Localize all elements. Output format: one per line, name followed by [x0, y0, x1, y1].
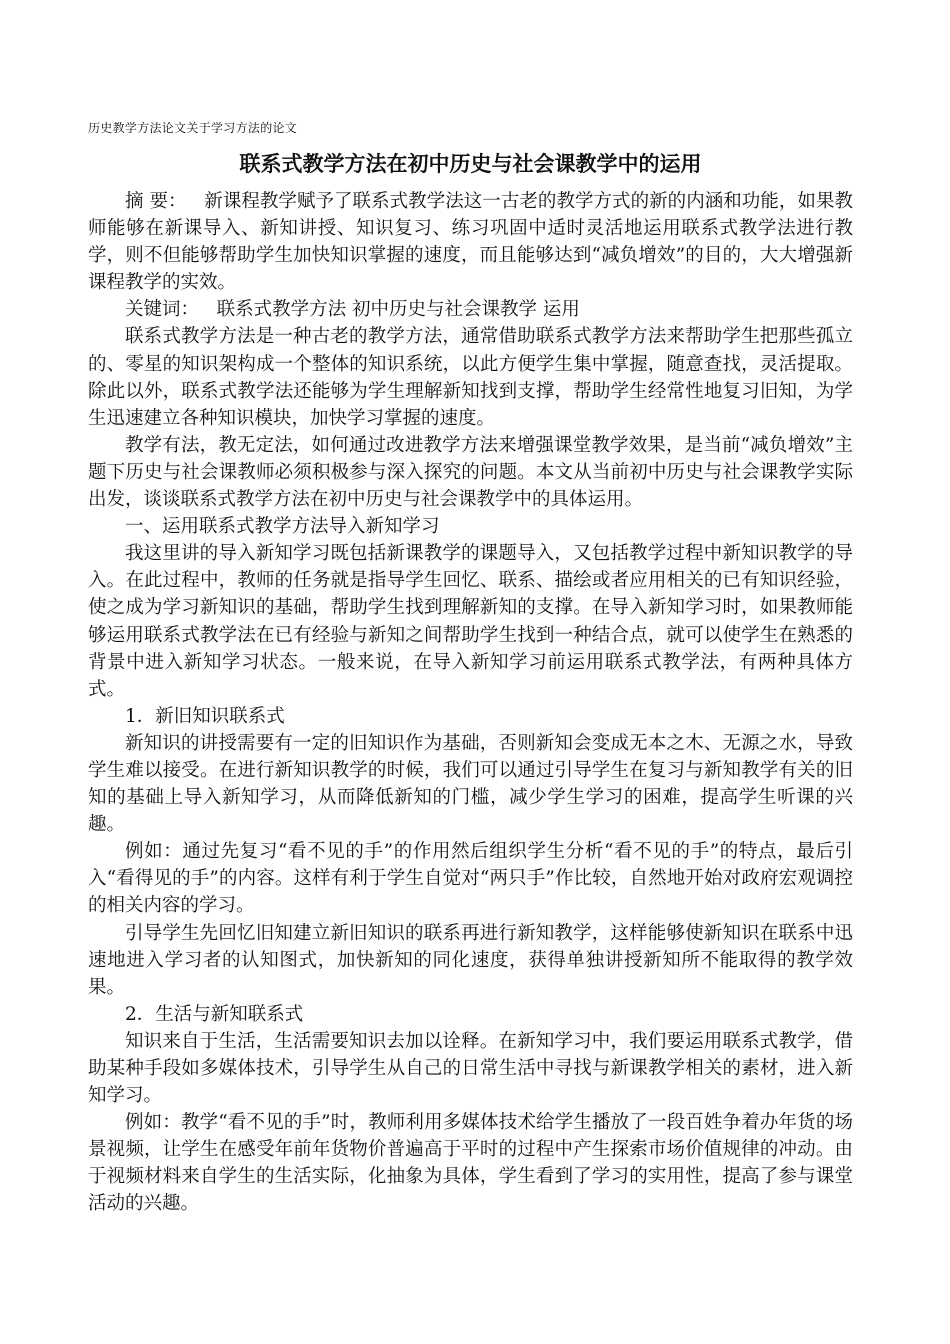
- keywords-label: 关键词：: [125, 299, 200, 321]
- abstract-label: 摘 要：: [125, 191, 187, 212]
- abstract-paragraph: [88, 188, 853, 296]
- abstract-text: 新课程教学赋予了联系式教学法这一古老的教学方式的新的内涵和功能，如果教师能够在新课导入、新知讲授、知识复习、练习巩固中适时灵活地运用联系式教学法进行教学，则不但能够帮助学生加快知识掌握的速度，而且能够达到“减负增效”的目的，大大增强新课程教学的实效。: [88, 191, 853, 294]
- document-page: [88, 120, 853, 1218]
- body-paragraph: 引导学生先回忆旧知建立新旧知识的联系再进行新知教学，这样能够使新知识在联系中迅速地进入学习者的认知图式，加快新知的同化速度，获得单独讲授新知所不能取得的教学效果。: [88, 922, 853, 998]
- body-paragraph: 我这里讲的导入新知学习既包括新课教学的课题导入，又包括教学过程中新知识教学的导入。在此过程中，教师的任务就是指导学生回忆、联系、描绘或者应用相关的已有知识经验，使之成为学习新知识的基础，帮助学生找到理解新知的支撑。在导入新知学习时，如果教师能够运用联系式教学法在已有经验与新知之间帮助学生找到一种结合点，就可以使学生在熟悉的背景中进入新知学习状态。一般来说，在导入新知学习前运用联系式教学法，有两种具体方式。: [88, 543, 853, 700]
- example-paragraph: 例如：通过先复习“看不见的手”的作用然后组织学生分析“看不见的手”的特点，最后引入“看得见的手”的内容。这样有利于学生自觉对“两只手”作比较，自然地开始对政府宏观调控的相关内容的学习。: [88, 841, 853, 917]
- document-header: 历史教学方法论文关于学习方法的论文: [88, 121, 298, 135]
- body-paragraph: 知识来自于生活，生活需要知识去加以诠释。在新知学习中，我们要运用联系式教学，借助某种手段如多媒体技术，引导学生从自己的日常生活中寻找与新课教学相关的素材，进入新知学习。: [88, 1030, 853, 1107]
- document-title: 联系式教学方法在初中历史与社会课教学中的运用: [239, 152, 702, 176]
- keywords-paragraph: [88, 296, 853, 323]
- body-paragraph: 教学有法，教无定法，如何通过改进教学方法来增强课堂教学效果，是当前“减负增效”主题下历史与社会课教师必须积极参与深入探究的问题。本文从当前初中历史与社会课教学实际出发，谈谈联系式教学方法在初中历史与社会课教学中的具体运用。: [88, 434, 853, 511]
- keywords-text: 联系式教学方法 初中历史与社会课教学 运用: [216, 299, 580, 321]
- example-paragraph: 例如：教学“看不见的手”时，教师利用多媒体技术给学生播放了一段百姓争着办年货的场景视频，让学生在感受年前年货物价普遍高于平时的过程中产生探索市场价值规律的冲动。由于视频材料来自学生的生活实际，化抽象为具体，学生看到了学习的实用性，提高了参与课堂活动的兴趣。: [88, 1112, 853, 1215]
- body-paragraph: 联系式教学方法是一种古老的教学方法，通常借助联系式教学方法来帮助学生把那些孤立的、零星的知识架构成一个整体的知识系统，以此方便学生集中掌握，随意查找，灵活提取。除此以外，联系式教学法还能够为学生理解新知找到支撑，帮助学生经常性地复习旧知，为学生迅速建立各种知识模块，加快学习掌握的速度。: [88, 326, 853, 429]
- body-paragraph: 新知识的讲授需要有一定的旧知识作为基础，否则新知会变成无本之木、无源之水，导致学生难以接受。在进行新知识教学的时候，我们可以通过引导学生在复习与新知教学有关的旧知的基础上导入新知学习，从而降低新知的门槛，减少学生学习的困难，提高学生听课的兴趣。: [88, 732, 853, 836]
- subsection-heading: 1．新旧知识联系式: [125, 705, 285, 727]
- section-heading: 一、运用联系式教学方法导入新知学习: [125, 516, 440, 538]
- subsection-heading: 2．生活与新知联系式: [125, 1003, 304, 1025]
